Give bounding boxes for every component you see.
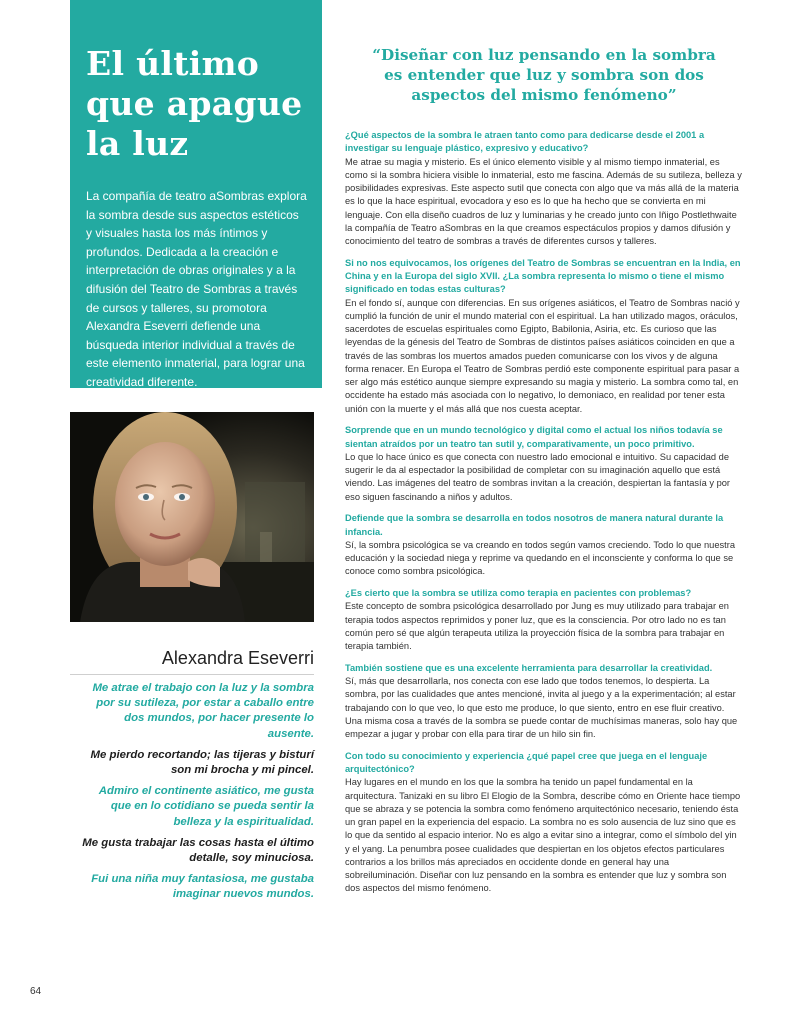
- author-quote: Admiro el continente asiático, me gusta que en lo cotidiano se pueda sentir la belleza y la espiritualidad.: [98, 785, 314, 828]
- qa-block: [345, 587, 743, 653]
- pull-quote-line: “Diseñar con luz pensando en la sombra: [372, 46, 716, 64]
- interview-question: También sostiene que es una excelente herramienta para desarrollar la creatividad.: [345, 662, 713, 673]
- interview-question: Sorprende que en un mundo tecnológico y digital como el actual los niños todavía se sientan atraídos por un teatro tan sutil y, comparativamente, un poco primitivo.: [345, 425, 723, 449]
- author-name: Alexandra Eseverri: [161, 648, 314, 668]
- pull-quote-line: es entender que luz y sombra son dos: [384, 66, 704, 84]
- interview-question: Con todo su conocimiento y experiencia ¿qué papel cree que juega en el lenguaje arquitectónico?: [345, 750, 708, 774]
- article-title: [86, 44, 308, 164]
- interview-question: Defiende que la sombra se desarrolla en todos nosotros de manera natural durante la infancia.: [345, 513, 724, 537]
- pull-quote-line: aspectos del mismo fenómeno”: [411, 86, 677, 104]
- pull-quote: [345, 45, 743, 105]
- author-quote: Me gusta trabajar las cosas hasta el último detalle, soy minuciosa.: [82, 836, 314, 865]
- interview-answer: Me atrae su magia y misterio. Es el único elemento visible y al mismo tiempo inmaterial, es como si la sombra hiciera visible lo inmaterial, esto me fascina. Además de su sutileza, belleza y posibilidades expresivas. Este aspecto sutil que conecta con algo que va más allá de la materia es lo que la hace espiritual, evocadora y eso es lo que ha hecho que se convierta en mi lenguaje. Con ella diseño cuadros de luz y luminarias y he creado junto con Iñigo Postlethwaite la compañía de Teatro aSombras en la que creamos espectáculos propios y damos difusión y conocimiento del teatro de sombras a través de diferentes cursos y talleres.: [345, 156, 742, 246]
- interview-answer: Sí, más que desarrollarla, nos conecta con ese lado que todos tenemos, lo despierta. La sombra, por las cualidades que antes mencioné, invita al juego y a la experimentación; al estar trabajando con lo que veo, lo que esto me produce, lo que siento, entro en ese fluir creativo. Una misma cosa a través de la sombra se puede contar de muchísimas maneras, solo hay que empezar a jugar y probar con ella para tirar de un hilo sin fin.: [345, 676, 738, 739]
- author-divider: [70, 674, 314, 675]
- interview-question: ¿Es cierto que la sombra se utiliza como terapia en pacientes con problemas?: [345, 588, 692, 598]
- interview-answer: En el fondo sí, aunque con diferencias. En sus orígenes asiáticos, el Teatro de Sombras nació y cumplió la función de unir el mundo material con el espiritual. La han utilizado magos, oráculos, sacerdotes de escuelas espirituales como Egipto, Babilonia, Asiria, etc. Es curioso que las leyendas de la génesis del Teatro de Sombras de distintos países asiáticos coinciden en que a través de las sombras los muertos amados pueden comunicarse con los vivos y de alguna forma renacer. En Europa el Teatro de Sombras perdió este componente espiritual para pasar a ser algo más estético aunque siempre expresando su magia y misterio. La sombra como tal, en occidente ha estado más asociada con lo negativo, lo demoniaco, en realidad por tener esta unión con la muerte y el más allá que nos cuesta aceptar.: [345, 297, 740, 414]
- intro-panel: [70, 0, 322, 388]
- qa-block: [345, 257, 743, 416]
- author-quote: Me pierdo recortando; las tijeras y bisturí son mi brocha y mi pincel.: [90, 748, 314, 777]
- page-number: 64: [30, 986, 42, 997]
- author-quote: Me atrae el trabajo con la luz y la sombra por su sutileza, por estar a caballo entre dos mundos, por hacer presente lo ausente.: [92, 682, 314, 740]
- title-line: que apague: [86, 84, 303, 123]
- qa-block: [345, 424, 743, 504]
- title-line: la luz: [86, 124, 189, 163]
- interview-question: ¿Qué aspectos de la sombra le atraen tanto como para dedicarse desde el 2001 a investigar su lenguaje plástico, expresivo y educativo?: [345, 130, 705, 154]
- interview-answer: Lo que lo hace único es que conecta con nuestro lado emocional e intuitivo. Su capacidad de sugerir le da al espectador la posibilidad de completar con su imaginación aquello que está viendo. Las imágenes del teatro de sombras invitan a la creación, despiertan la fantasía y por eso siguen fascinando a niños y adultos.: [345, 451, 731, 502]
- interview-answer: Este concepto de sombra psicológica desarrollado por Jung es muy utilizado para trabajar en terapia todos aspectos reprimidos y poner luz, que es la consciencia. Por otro lado no es tan común pero sé que algún terapeuta utiliza la proyección física de la sombra para trabajar en terapia también.: [345, 601, 729, 651]
- interview-question: Si no nos equivocamos, los orígenes del Teatro de Sombras se encuentran en la India, en China y en la Europa del siglo XVII. ¿La sombra representa lo mismo o tiene el mismo significado en todas estas culturas?: [345, 257, 741, 295]
- author-photo: [70, 412, 314, 622]
- interview-answer: Hay lugares en el mundo en los que la sombra ha tenido un papel fundamental en la arquitectura. Tanizaki en su libro El Elogio de la Sombra, describe cómo en Oriente hace tiempo que se abraza y se potencia la sombra como fenómeno arquitectónico necesario, teniendo ésta un gran papel en la experiencia del espacio. La sombra no es solo ausencia de luz sino que es lo que da sentido al espacio interior. No es algo a evitar sino a integrar, como el símbolo del yin y el yang. La penumbra posee cualidades que despiertan en los objetos efectos particulares contrarios a los brillos más apreciados en occidente donde en general hay una sobreiluminación. Diseñar con luz pensando en la sombra es entender que luz y sombra son dos aspectos del mismo fenómeno.: [345, 777, 741, 894]
- title-line: El último: [86, 44, 260, 83]
- interview-answer: Sí, la sombra psicológica se va creando en todos según vamos creciendo. Todo lo que nuestra educación y la sociedad niega y reprime va quedando en el inconsciente y conforma lo que se conoce como sombra psicológica.: [345, 539, 736, 577]
- interview-body: [345, 129, 743, 904]
- author-quotes: [80, 681, 314, 909]
- author-quote: Fui una niña muy fantasiosa, me gustaba imaginar nuevos mundos.: [91, 873, 314, 901]
- qa-block: [345, 129, 743, 248]
- qa-block: [345, 512, 743, 578]
- qa-block: [345, 750, 743, 896]
- qa-block: [345, 662, 743, 742]
- intro-paragraph: La compañía de teatro aSombras explora la sombra desde sus aspectos estéticos y visuales hasta los más íntimos y profundos. Dedicada a la creación e interpretación de obras originales y a la difusión del Teatro de Sombras a través de cursos y talleres, su promotora Alexandra Eseverri defiende una búsqueda interior individual a través de este elemento inmaterial, para lograr una creatividad diferente.: [86, 189, 307, 389]
